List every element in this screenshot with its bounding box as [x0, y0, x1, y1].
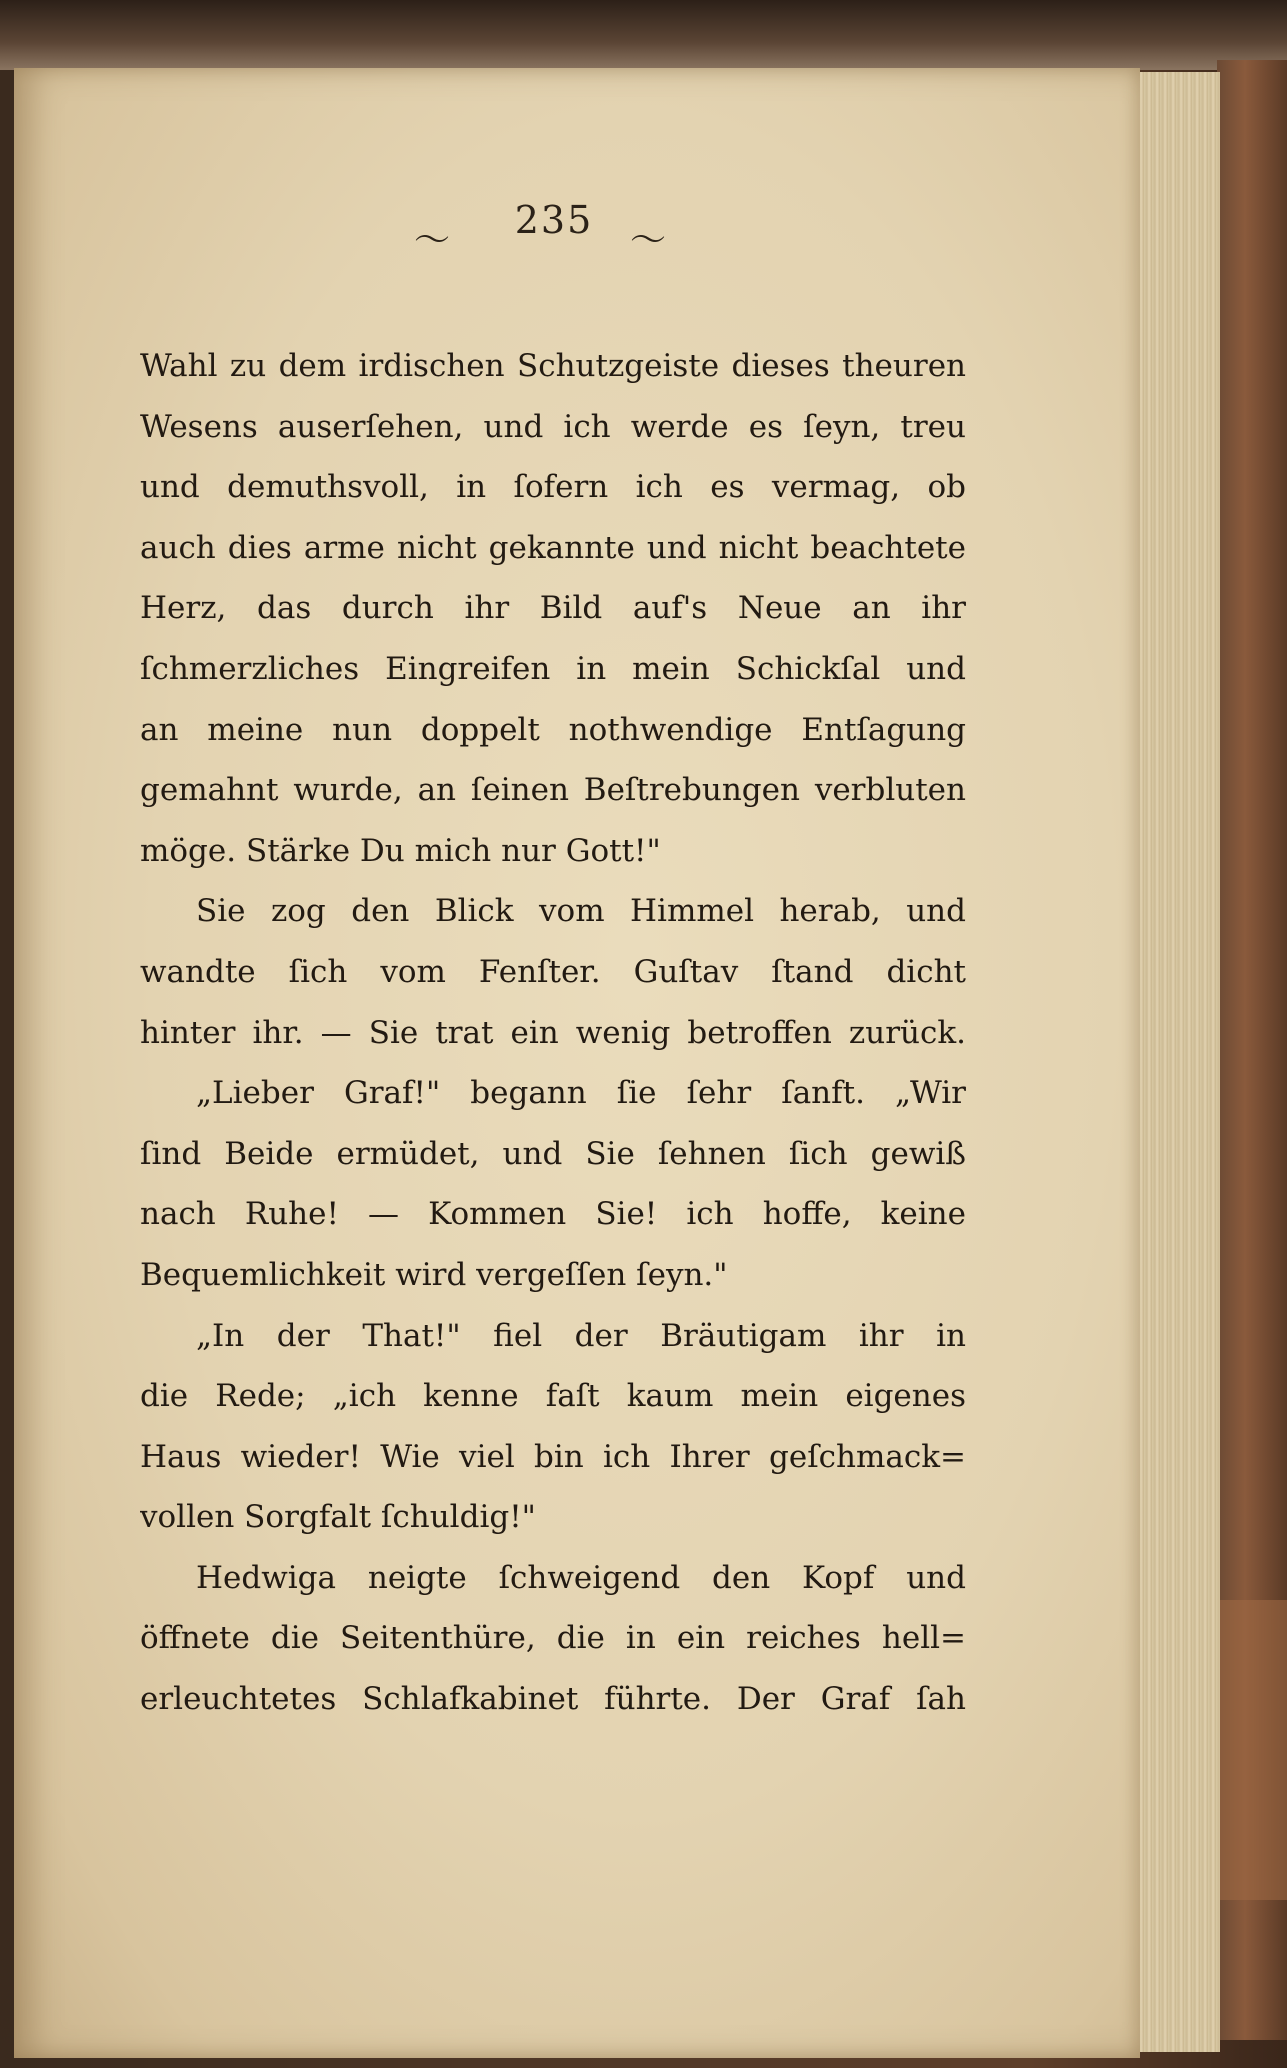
text-line: Hedwiga neigte ſchweigend den Kopf und — [196, 1559, 966, 1596]
text-line: ſind Beide ermüdet, und Sie ſehnen ſich gewiß — [140, 1135, 966, 1172]
text-line: nach Ruhe! — Kommen Sie! ich hoffe, keine — [140, 1196, 966, 1233]
text-line: Herz, das durch ihr Bild auf's Neue an ihr — [140, 590, 966, 627]
text-line: wandte ſich vom Fenſter. Guſtav ſtand dicht — [140, 953, 966, 990]
text-line: Wesens auserſehen, und ich werde es ſeyn, treu — [140, 408, 966, 445]
text-line: gemahnt wurde, an ſeinen Beſtrebungen verbluten — [140, 772, 966, 809]
ornament-right-icon: 〜 — [630, 220, 667, 261]
page-header — [14, 188, 1140, 261]
text-line: Wahl zu dem irdischen Schutzgeiste dieses theuren — [140, 348, 966, 384]
text-line: hinter ihr. — Sie trat ein wenig betroffen zurück. — [140, 1014, 966, 1051]
text-line: möge. Stärke Du mich nur Gott!" — [140, 832, 661, 869]
book-cover-worn-patch — [1217, 1600, 1287, 1900]
text-line: an meine nun doppelt nothwendige Entſagung — [140, 711, 966, 748]
book-page — [14, 68, 1140, 2058]
text-line: „Lieber Graf!" begann ſie ſehr ſanft. „Wir — [196, 1075, 966, 1112]
text-line: Sie zog den Blick vom Himmel herab, und — [196, 893, 966, 930]
body-text — [140, 336, 966, 1730]
text-line: erleuchtetes Schlafkabinet führte. Der Graf ſah — [140, 1681, 966, 1718]
text-line: „In der That!" fiel der Bräutigam ihr in — [196, 1317, 966, 1354]
page-number: 235 — [514, 198, 594, 242]
book-cover-top-edge — [0, 0, 1287, 70]
text-line: ſchmerzliches Eingreifen in mein Schickſal und — [140, 650, 966, 687]
ornament-left-icon: 〜 — [414, 220, 451, 261]
text-line: öffnete die Seitenthüre, die in ein reiches hell= — [140, 1620, 966, 1657]
text-line: die Rede; „ich kenne faſt kaum mein eigenes — [140, 1378, 966, 1415]
text-line: Haus wieder! Wie viel bin ich Ihrer geſchmack= — [140, 1438, 966, 1475]
text-line: vollen Sorgfalt ſchuldig!" — [140, 1499, 536, 1536]
text-line: Bequemlichkeit wird vergeſſen ſeyn." — [140, 1256, 728, 1293]
text-line: auch dies arme nicht gekannte und nicht beachtete — [140, 529, 966, 566]
text-line: und demuthsvoll, in ſofern ich es vermag, ob — [140, 469, 966, 506]
